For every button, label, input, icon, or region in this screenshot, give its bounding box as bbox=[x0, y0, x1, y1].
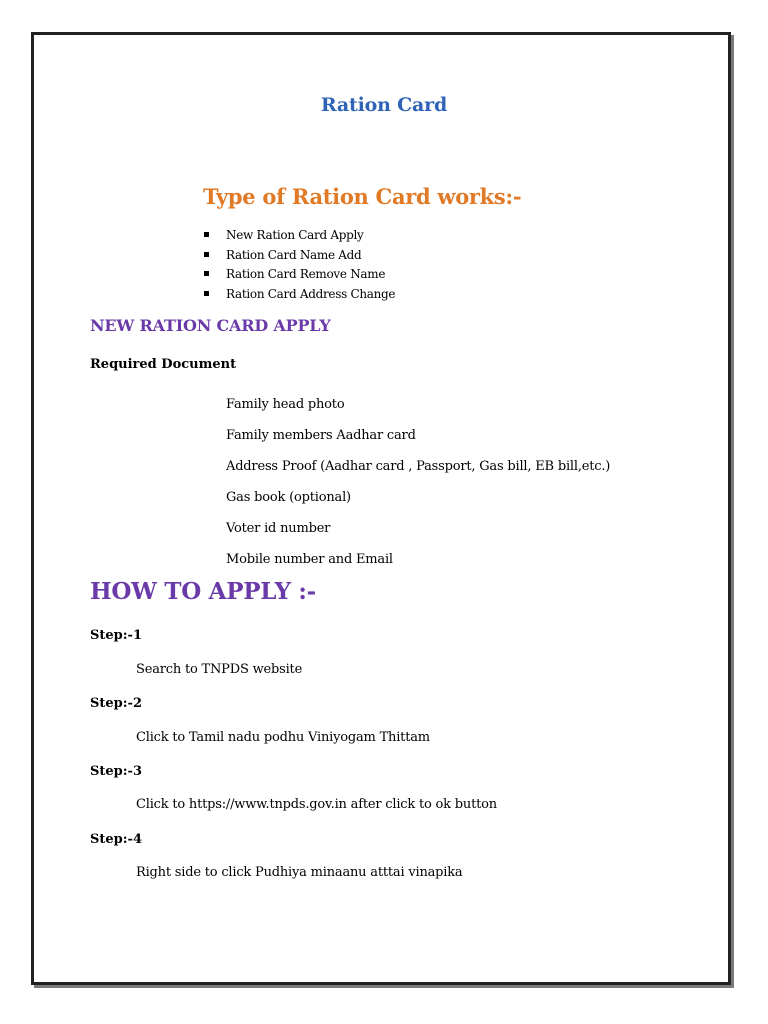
step-label: Step:-4 bbox=[90, 832, 142, 847]
step-text: Search to TNPDS website bbox=[136, 662, 303, 677]
step-label: Step:-3 bbox=[90, 764, 142, 779]
list-item: Ration Card Remove Name bbox=[204, 265, 395, 285]
step-text: Right side to click Pudhiya minaanu atttai vinapika bbox=[136, 865, 463, 880]
works-list bbox=[204, 226, 395, 304]
step-text: Click to https://www.tnpds.gov.in after click to ok button bbox=[136, 797, 497, 812]
step-text: Click to Tamil nadu podhu Viniyogam Thittam bbox=[136, 730, 430, 745]
list-item: Family members Aadhar card bbox=[226, 428, 416, 443]
list-item: New Ration Card Apply bbox=[204, 226, 395, 246]
step-label: Step:-2 bbox=[90, 696, 142, 711]
apply-heading: NEW RATION CARD APPLY bbox=[90, 316, 331, 335]
list-item: Gas book (optional) bbox=[226, 490, 351, 505]
bullet-icon bbox=[204, 252, 209, 257]
list-item: Address Proof (Aadhar card , Passport, Gas bill, EB bill,etc.) bbox=[226, 459, 611, 474]
list-item: Voter id number bbox=[226, 521, 331, 536]
list-item: Ration Card Address Change bbox=[204, 285, 395, 305]
document-title: Ration Card bbox=[320, 94, 448, 116]
bullet-icon bbox=[204, 291, 209, 296]
works-heading: Type of Ration Card works:- bbox=[203, 184, 522, 209]
step-label: Step:-1 bbox=[90, 628, 142, 643]
how-to-apply-heading: HOW TO APPLY :- bbox=[90, 578, 316, 605]
list-item: Family head photo bbox=[226, 397, 345, 412]
required-document-label: Required Document bbox=[90, 357, 237, 372]
list-item: Mobile number and Email bbox=[226, 552, 393, 567]
bullet-icon bbox=[204, 232, 209, 237]
document-list bbox=[226, 389, 610, 575]
bullet-icon bbox=[204, 271, 209, 276]
list-item: Ration Card Name Add bbox=[204, 246, 395, 266]
